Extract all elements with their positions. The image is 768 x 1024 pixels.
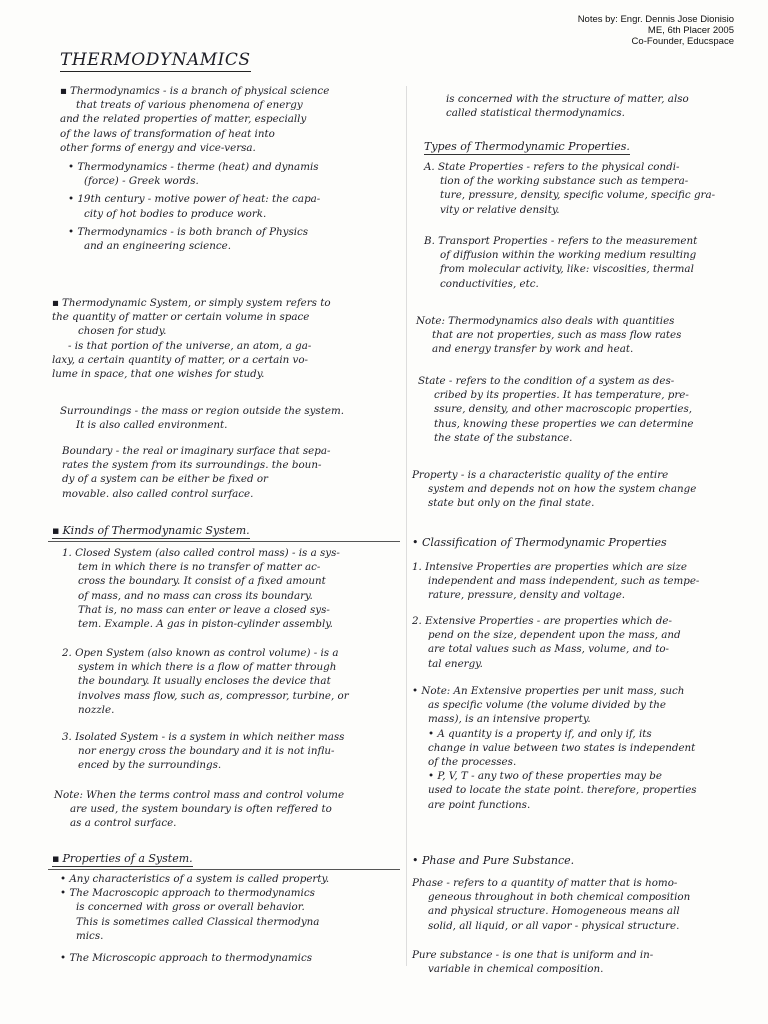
text-line: ture, pressure, density, specific volume, specific gra- [440,189,716,202]
text-line: solid, all liquid, or all vapor - physical structure. [428,919,680,932]
text-line: nozzle. [78,703,115,716]
text-line: Phase - refers to a quantity of matter that is homo- [412,877,678,889]
text-line: laxy, a certain quantity of matter, or a certain vo- [52,353,309,366]
section-mark: ▪ [52,297,59,309]
text-line: vity or relative density. [440,203,560,216]
properties-list [60,872,400,965]
heading-text: Types of Thermodynamic Properties. [424,140,630,153]
text-line: and the related properties of matter, especially [60,113,307,126]
text-line: of the laws of transformation of heat into [60,127,275,140]
heading-text: Properties of a System. [62,852,193,865]
text-line: Surroundings - the mass or region outside the system. [60,405,344,417]
state-definition [418,374,756,445]
text-line: • The Macroscopic approach to thermodynamics [60,886,400,900]
text-line: Note: Thermodynamics also deals with quantities [416,315,675,327]
properties-heading [52,852,193,867]
text-line: involves mass flow, such as, compressor, turbine, or [78,689,349,702]
closed-system [62,546,400,631]
text-line: movable. also called control surface. [62,487,254,500]
state-properties [424,160,754,217]
text-line: as a control surface. [70,817,177,830]
kinds-heading [52,524,250,539]
heading-text: • Classification of Thermodynamic Properties [412,536,667,549]
text-line: tion of the working substance such as tempera- [440,175,689,188]
microscopic-continuation [446,92,756,120]
classification-heading [412,536,667,550]
boundary-definition [62,444,400,501]
text-line: that treats of various phenomena of energy [76,99,303,112]
text-line: tem. Example. A gas in piston-cylinder assembly. [78,618,333,631]
extensive-properties [412,614,756,671]
text-line: used to locate the state point. therefore, properties [428,784,697,797]
section-mark: ▪ [52,852,60,865]
author-notes [578,14,734,47]
text-line: that are not properties, such as mass flow rates [432,329,682,342]
text-line: variable in chemical composition. [428,963,604,976]
text-line: conductivities, etc. [440,277,539,290]
text-line: thus, knowing these properties we can determine [434,417,694,430]
text-line: Boundary - the real or imaginary surface that sepa- [62,445,331,457]
text-line: • Thermodynamics - is both branch of Physics [68,225,398,239]
text-line: chosen for study. [78,325,167,338]
section-mark: ▪ [52,524,60,537]
heading-text: • Phase and Pure Substance. [412,854,574,867]
text-line: 1. Intensive Properties are properties which are size [412,561,687,573]
text-line: nor energy cross the boundary and it is not influ- [78,745,335,758]
text-line: pend on the size, dependent upon the mass, and [428,629,681,642]
text-line: is concerned with gross or overall behavior. [76,901,305,914]
text-line: 2. Open System (also known as control volume) - is a [62,647,339,659]
text-line: - is that portion of the universe, an atom, a ga- [68,339,312,352]
isolated-system [62,730,400,773]
text-line: are used, the system boundary is often reffered to [70,803,332,816]
text-line: • A quantity is a property if, and only if, its [412,727,756,741]
text-line: the state of the substance. [434,431,573,444]
text-line: • Note: An Extensive properties per unit mass, such [412,684,756,698]
text-line: Property - is a characteristic quality of the entire [412,469,669,481]
text-line: independent and mass independent, such as tempe- [428,575,700,588]
text-line: geneous throughout in both chemical composition [428,891,691,904]
phase-definition [412,876,756,933]
text-line: That is, no mass can enter or leave a closed sys- [78,603,330,616]
phase-heading [412,854,574,868]
text-line: of diffusion within the working medium resulting [440,249,697,262]
text-line: This is sometimes called Classical thermodyna [76,915,320,928]
column-divider [406,86,407,966]
open-system [62,646,400,717]
text-line: dy of a system can be either be fixed or [62,473,268,486]
pure-substance-definition [412,948,756,976]
text-line: mass), is an intensive property. [428,713,591,726]
text-line: Pure substance - is one that is uniform and in- [412,949,654,961]
text-line: enced by the surroundings. [78,759,222,772]
text-line: rature, pressure, density and voltage. [428,589,626,602]
text-line: called statistical thermodynamics. [446,107,625,120]
text-line: ssure, density, and other macroscopic properties, [434,403,693,416]
text-line: of mass, and no mass can cross its boundary. [78,589,313,602]
system-definition [52,296,398,381]
text-line: are point functions. [428,798,531,811]
text-line: lume in space, that one wishes for study. [52,368,265,381]
text-line: and energy transfer by work and heat. [432,343,634,356]
text-line: cribed by its properties. It has temperature, pre- [434,389,689,402]
text-line: cross the boundary. It consist of a fixed amount [78,575,326,588]
text-line: state but only on the final state. [428,497,595,510]
text-line: system in which there is a flow of matter through [78,661,337,674]
text-line: 3. Isolated System - is a system in which neither mass [62,731,345,743]
text-line: tal energy. [428,657,483,670]
text-line: • Thermodynamics - therme (heat) and dynamis [68,160,398,174]
author-role-line: Co-Founder, Educspace [631,36,734,47]
text-line: Note: When the terms control mass and control volume [54,789,345,801]
text-line: of the processes. [428,756,517,769]
control-surface-note [54,788,400,831]
text-line: and an engineering science. [84,240,232,253]
text-line: and physical structure. Homogeneous means all [428,905,680,918]
text-line: B. Transport Properties - refers to the measurement [424,235,698,247]
text-line: • Any characteristics of a system is called property. [60,872,400,886]
text-line: are total values such as Mass, volume, and to- [428,643,670,656]
author-line: Notes by: Engr. Dennis Jose Dionisio [577,14,734,25]
transport-properties [424,234,754,291]
text-line: • The Microscopic approach to thermodynamics [60,951,400,965]
quantities-note [416,314,756,357]
text-line: Thermodynamics - is a branch of physical science [69,85,330,97]
author-rank-line: ME, 6th Placer 2005 [647,25,734,36]
text-line: • 19th century - motive power of heat: the capa- [68,192,398,206]
text-line: mics. [76,929,104,942]
text-line: system and depends not on how the system change [428,483,697,496]
surroundings-definition [60,404,400,432]
text-line: from molecular activity, like: viscosities, thermal [440,263,694,276]
heading-rule [48,869,400,870]
page-title: THERMODYNAMICS [60,50,251,70]
etymology-bullets [68,160,398,253]
heading-rule [48,541,400,542]
text-line: Thermodynamic System, or simply system refers to [61,297,331,309]
text-line: rates the system from its surroundings. the boun- [62,459,322,472]
types-heading [424,140,630,155]
text-line: 2. Extensive Properties - are properties which de- [412,615,672,627]
text-line: State - refers to the condition of a system as des- [418,375,675,387]
text-line: A. State Properties - refers to the physical condi- [424,161,680,173]
property-definition [412,468,756,511]
text-line: tem in which there is no transfer of matter ac- [78,561,321,574]
text-line: 1. Closed System (also called control mass) - is a sys- [62,547,340,559]
section-mark: ▪ [60,85,67,97]
text-line: change in value between two states is independent [428,741,696,754]
extensive-note [412,684,756,812]
text-line: city of hot bodies to produce work. [84,207,267,220]
intensive-properties [412,560,756,603]
intro-paragraph [60,84,400,155]
text-line: • P, V, T - any two of these properties may be [412,769,756,783]
text-line: other forms of energy and vice-versa. [60,141,256,154]
text-line: the boundary. It usually encloses the device that [78,675,331,688]
text-line: is concerned with the structure of matter, also [446,93,689,105]
text-line: (force) - Greek words. [84,175,199,188]
text-line: as specific volume (the volume divided by the [428,699,667,712]
text-line: the quantity of matter or certain volume in space [52,311,310,324]
heading-text: Kinds of Thermodynamic System. [62,524,250,537]
text-line: It is also called environment. [76,419,228,432]
